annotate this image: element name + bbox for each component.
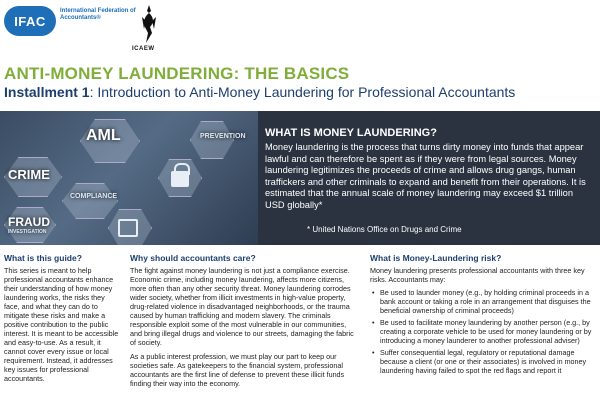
- guide-heading: What is this guide?: [4, 253, 82, 263]
- risk-intro: Money laundering presents professional accountants with three key risks. Accountants may:: [370, 266, 585, 284]
- hex-shape: [190, 121, 234, 159]
- hero-body: Money laundering is the process that turns dirty money into funds that appear lawful and can therefore be spent as if they were from legal sources. Money laundering legitimizes the proceeds of crime and allows drug gangs, human traffickers and other criminals to expand and benefit from their operations. It is estimated that the annual scale of money laundering may exceed $1 trillion USD globally*: [265, 142, 586, 210]
- hero-image: [0, 111, 258, 245]
- prevention-label: PREVENTION: [200, 133, 246, 140]
- risk-column: [370, 253, 598, 378]
- care-paragraph: As a public interest profession, we must play our part to keep our societies safe. As gatekeepers to the financial system, professional accountants are the first line of defense to prevent these illicit funds finding their way into the economy.: [130, 352, 345, 388]
- hero-source-note: * United Nations Office on Drugs and Crime: [307, 225, 462, 234]
- care-paragraph: The fight against money laundering is not just a compliance exercise. Economic crime, including money laundering, affects more citizens, more often than any other security threat. Money laundering corrodes wider society, whether from illicit investments in high-value property, drug-related violence in disadvantaged neighborhoods, or the trauma caused by human trafficking and modern slavery. The criminals responsible exploit some of the most vulnerable in our communities, and bring illegal drugs and violence to our streets, damaging the fabric of society.: [130, 266, 354, 347]
- risk-list: [370, 288, 598, 375]
- compliance-label: COMPLIANCE: [70, 193, 118, 200]
- ifac-name: International Federation of Accountants®: [60, 8, 136, 21]
- risk-heading: What is Money-Laundering risk?: [370, 253, 502, 263]
- list-item: • Suffer consequential legal, regulatory or reputational damage because a client (or one or their associates) is involved in money laundering having failed to spot the red flags and report it: [370, 348, 598, 375]
- header: [0, 0, 600, 60]
- icaew-name: ICAEW: [132, 46, 155, 52]
- ifac-logo: IFAC: [4, 6, 56, 36]
- guide-column: [4, 253, 122, 383]
- hero-heading: WHAT IS MONEY LAUNDERING?: [265, 127, 437, 139]
- investigation-label: INVESTIGATION: [8, 229, 47, 235]
- fraud-label: FRAUD: [8, 215, 50, 229]
- lock-icon: [171, 171, 189, 187]
- page-subtitle: [4, 84, 515, 100]
- care-heading: Why should accountants care?: [130, 253, 256, 263]
- aml-label: AML: [86, 127, 121, 144]
- hex-shape: [62, 183, 118, 219]
- document-icon: [118, 219, 138, 237]
- installment-label: Installment 1: [4, 84, 90, 100]
- list-item: • Be used to facilitate money laundering by another person (e.g., by creating a corporate vehicle to be used for money laundering or by introducing a money launderer to another professional adviser): [370, 318, 598, 345]
- crime-label: CRIME: [8, 167, 50, 182]
- care-body: [130, 266, 360, 388]
- subtitle-text: : Introduction to Anti-Money Laundering for Professional Accountants: [89, 84, 516, 100]
- page-title: ANTI-MONEY LAUNDERING: THE BASICS: [4, 64, 350, 83]
- list-item: • Be used to launder money (e.g., by holding criminal proceeds in a bank account or taking a role in an arrangement that disguises the beneficial ownership of criminal proceeds): [370, 288, 598, 315]
- guide-body: This series is meant to help professional accountants enhance their understanding of how money laundering works, the risks they face, and what they can do to mitigate these risks and make a positive contribution to the public interest. It is meant to be accessible and easy-to-use. As a result, it cannot cover every issue or local requirement. Instead, it addresses key issues for professional accountants.: [4, 266, 119, 383]
- care-column: [130, 253, 360, 388]
